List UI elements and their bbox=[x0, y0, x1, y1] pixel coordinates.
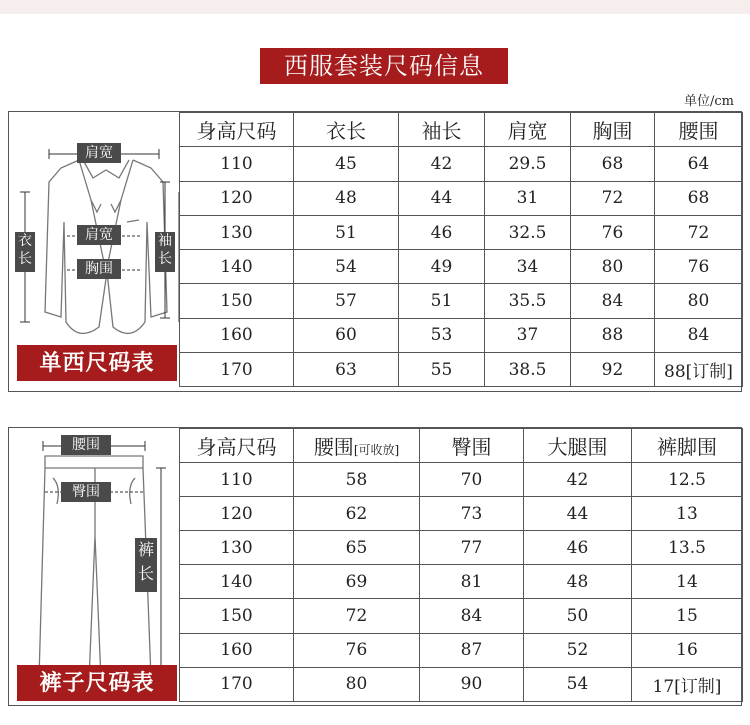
table-cell: 70 bbox=[420, 463, 524, 497]
suit-header-row bbox=[180, 113, 743, 147]
table-cell: 32.5 bbox=[485, 215, 571, 249]
table-cell: 42 bbox=[399, 147, 485, 181]
table-cell: 150 bbox=[180, 284, 294, 318]
table-cell: 38.5 bbox=[485, 353, 571, 387]
table-cell: 90 bbox=[420, 667, 524, 701]
table-cell: 110 bbox=[180, 147, 294, 181]
table-row bbox=[180, 215, 743, 249]
table-cell: 69 bbox=[294, 565, 420, 599]
pants-length-tag: 裤长 bbox=[135, 538, 157, 592]
table-cell: 48 bbox=[294, 181, 399, 215]
table-cell: 44 bbox=[399, 181, 485, 215]
table-cell: 76 bbox=[294, 633, 420, 667]
sleeve-tag: 袖长 bbox=[155, 232, 175, 272]
length-tag: 衣长 bbox=[15, 232, 35, 272]
table-cell: 54 bbox=[524, 667, 632, 701]
table-cell: 76 bbox=[571, 215, 655, 249]
table-cell: 120 bbox=[180, 497, 294, 531]
pants-size-table bbox=[179, 428, 743, 702]
table-row bbox=[180, 284, 743, 318]
pants-header-label: 身高尺码 bbox=[196, 435, 277, 460]
table-cell: 53 bbox=[399, 318, 485, 352]
suit-header-cell bbox=[655, 113, 743, 147]
table-cell: 84 bbox=[655, 318, 743, 352]
pants-header-label: 臀围 bbox=[451, 435, 492, 460]
table-cell: 14 bbox=[632, 565, 743, 599]
table-row bbox=[180, 531, 743, 565]
table-cell: 16 bbox=[632, 633, 743, 667]
table-cell: 88 bbox=[571, 318, 655, 352]
table-cell: 77 bbox=[420, 531, 524, 565]
table-cell: 84 bbox=[420, 599, 524, 633]
table-cell: 160 bbox=[180, 318, 294, 352]
waist-tag: 腰围 bbox=[61, 435, 111, 455]
table-row bbox=[180, 667, 743, 701]
table-cell: 29.5 bbox=[485, 147, 571, 181]
suit-header-label: 腰围 bbox=[678, 119, 719, 144]
table-row bbox=[180, 599, 743, 633]
table-cell: 49 bbox=[399, 250, 485, 284]
table-cell: 80 bbox=[655, 284, 743, 318]
table-cell: 72 bbox=[294, 599, 420, 633]
table-cell: 60 bbox=[294, 318, 399, 352]
suit-size-badge: 单西尺码表 bbox=[17, 345, 177, 381]
table-cell: 34 bbox=[485, 250, 571, 284]
suit-header-cell bbox=[485, 113, 571, 147]
table-cell: 72 bbox=[571, 181, 655, 215]
pants-illustration bbox=[9, 428, 179, 705]
suit-size-table bbox=[179, 112, 743, 387]
table-cell: 64 bbox=[655, 147, 743, 181]
table-cell: 140 bbox=[180, 565, 294, 599]
table-cell: 51 bbox=[294, 215, 399, 249]
table-cell: 52 bbox=[524, 633, 632, 667]
table-cell: 170 bbox=[180, 667, 294, 701]
suit-header-label: 袖长 bbox=[421, 119, 462, 144]
table-cell: 76 bbox=[655, 250, 743, 284]
table-cell: 130 bbox=[180, 531, 294, 565]
table-cell: 65 bbox=[294, 531, 420, 565]
table-cell: 15 bbox=[632, 599, 743, 633]
table-cell: 46 bbox=[524, 531, 632, 565]
table-cell: 160 bbox=[180, 633, 294, 667]
table-cell: 68 bbox=[571, 147, 655, 181]
table-cell: 81 bbox=[420, 565, 524, 599]
suit-header-label: 肩宽 bbox=[507, 119, 548, 144]
table-cell: 46 bbox=[399, 215, 485, 249]
table-cell: 92 bbox=[571, 353, 655, 387]
table-cell: 72 bbox=[655, 215, 743, 249]
shoulder-width-mid-tag: 肩宽 bbox=[77, 225, 121, 245]
table-cell: 170 bbox=[180, 353, 294, 387]
table-cell: 48 bbox=[524, 565, 632, 599]
page-title: 西服套装尺码信息 bbox=[260, 48, 508, 84]
table-cell: 130 bbox=[180, 215, 294, 249]
table-cell: 110 bbox=[180, 463, 294, 497]
table-cell: 44 bbox=[524, 497, 632, 531]
pants-header-cell bbox=[294, 429, 420, 463]
waist-adjustable-note: [可收放] bbox=[353, 443, 400, 458]
jacket-illustration bbox=[9, 112, 179, 391]
pants-size-badge: 裤子尺码表 bbox=[17, 665, 177, 701]
table-row bbox=[180, 353, 743, 387]
hip-tag: 臀围 bbox=[61, 482, 111, 502]
suit-header-cell bbox=[571, 113, 655, 147]
table-cell: 12.5 bbox=[632, 463, 743, 497]
table-cell: 68 bbox=[655, 181, 743, 215]
pants-header-cell bbox=[632, 429, 743, 463]
pants-header-label: 腰围 bbox=[313, 435, 354, 460]
table-cell: 13 bbox=[632, 497, 743, 531]
table-cell: 62 bbox=[294, 497, 420, 531]
pants-header-label: 大腿围 bbox=[547, 435, 608, 460]
unit-label: 单位/cm bbox=[684, 94, 734, 109]
table-cell: 120 bbox=[180, 181, 294, 215]
table-cell: 17[订制] bbox=[632, 667, 743, 701]
table-cell: 80 bbox=[294, 667, 420, 701]
table-cell: 87 bbox=[420, 633, 524, 667]
suit-header-cell bbox=[399, 113, 485, 147]
suit-header-label: 胸围 bbox=[592, 119, 633, 144]
table-cell: 54 bbox=[294, 250, 399, 284]
table-cell: 73 bbox=[420, 497, 524, 531]
table-row bbox=[180, 463, 743, 497]
table-cell: 13.5 bbox=[632, 531, 743, 565]
table-cell: 55 bbox=[399, 353, 485, 387]
table-cell: 84 bbox=[571, 284, 655, 318]
table-cell: 42 bbox=[524, 463, 632, 497]
table-cell: 80 bbox=[571, 250, 655, 284]
table-cell: 50 bbox=[524, 599, 632, 633]
top-band bbox=[0, 0, 750, 14]
table-cell: 35.5 bbox=[485, 284, 571, 318]
chest-tag: 胸围 bbox=[77, 259, 121, 279]
table-row bbox=[180, 181, 743, 215]
suit-header-cell bbox=[180, 113, 294, 147]
pants-header-cell bbox=[524, 429, 632, 463]
pants-size-section bbox=[8, 427, 742, 706]
pants-header-row bbox=[180, 429, 743, 463]
table-cell: 51 bbox=[399, 284, 485, 318]
table-row bbox=[180, 565, 743, 599]
table-row bbox=[180, 633, 743, 667]
suit-header-label: 身高尺码 bbox=[196, 119, 277, 144]
table-row bbox=[180, 250, 743, 284]
pants-header-label: 裤脚围 bbox=[657, 435, 717, 460]
table-row bbox=[180, 147, 743, 181]
table-cell: 58 bbox=[294, 463, 420, 497]
table-cell: 150 bbox=[180, 599, 294, 633]
shoulder-width-tag: 肩宽 bbox=[77, 143, 121, 163]
table-cell: 31 bbox=[485, 181, 571, 215]
table-cell: 57 bbox=[294, 284, 399, 318]
suit-header-cell bbox=[294, 113, 399, 147]
table-row bbox=[180, 318, 743, 352]
table-cell: 45 bbox=[294, 147, 399, 181]
table-cell: 37 bbox=[485, 318, 571, 352]
table-row bbox=[180, 497, 743, 531]
pants-header-cell bbox=[180, 429, 294, 463]
suit-header-label: 衣长 bbox=[326, 119, 366, 144]
suit-size-section bbox=[8, 111, 742, 392]
pants-header-cell bbox=[420, 429, 524, 463]
table-cell: 140 bbox=[180, 250, 294, 284]
table-cell: 63 bbox=[294, 353, 399, 387]
table-cell: 88[订制] bbox=[655, 353, 743, 387]
